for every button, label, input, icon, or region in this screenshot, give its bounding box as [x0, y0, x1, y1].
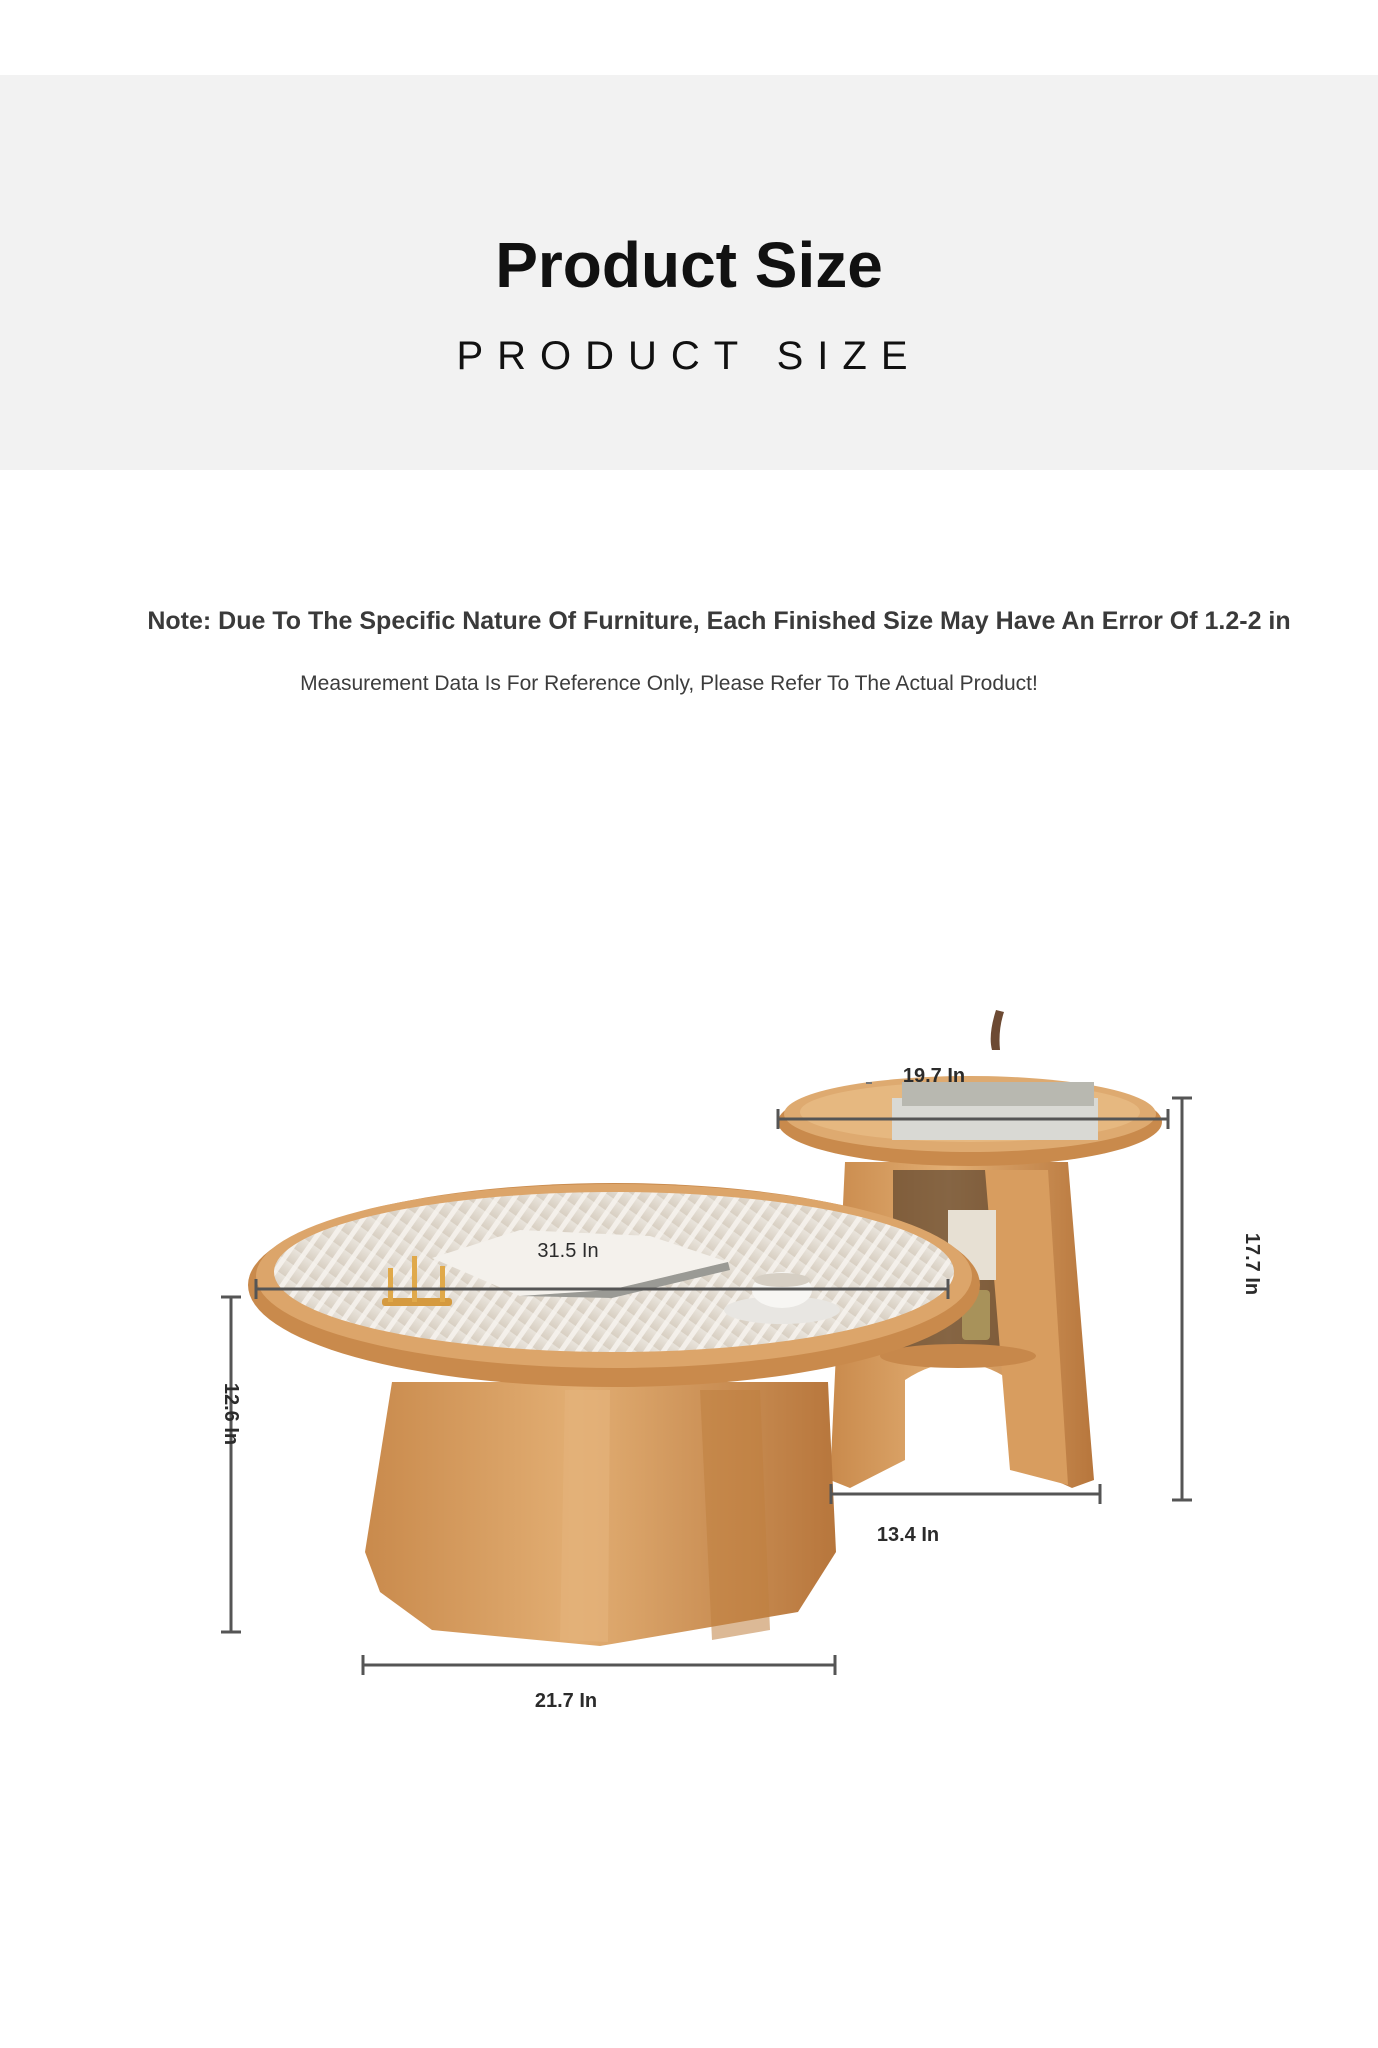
- label-large-diameter: 31.5 In: [537, 1240, 599, 1262]
- label-small-height: 17.7 In: [1241, 1232, 1263, 1296]
- label-large-height: 12.6 In: [220, 1382, 242, 1446]
- label-small-diameter: 19.7 In: [902, 1065, 966, 1087]
- label-small-base: 13.4 In: [876, 1524, 940, 1546]
- tolerance-note: Note: Due To The Specific Nature Of Furniture, Each Finished Size May Have An Error Of 1.2-2 in: [147, 607, 1291, 635]
- reference-note: Measurement Data Is For Reference Only, Please Refer To The Actual Product!: [300, 672, 1038, 695]
- page-title: Product Size: [495, 229, 883, 301]
- page-subtitle: PRODUCT SIZE: [456, 334, 922, 378]
- label-large-base: 21.7 In: [534, 1690, 598, 1712]
